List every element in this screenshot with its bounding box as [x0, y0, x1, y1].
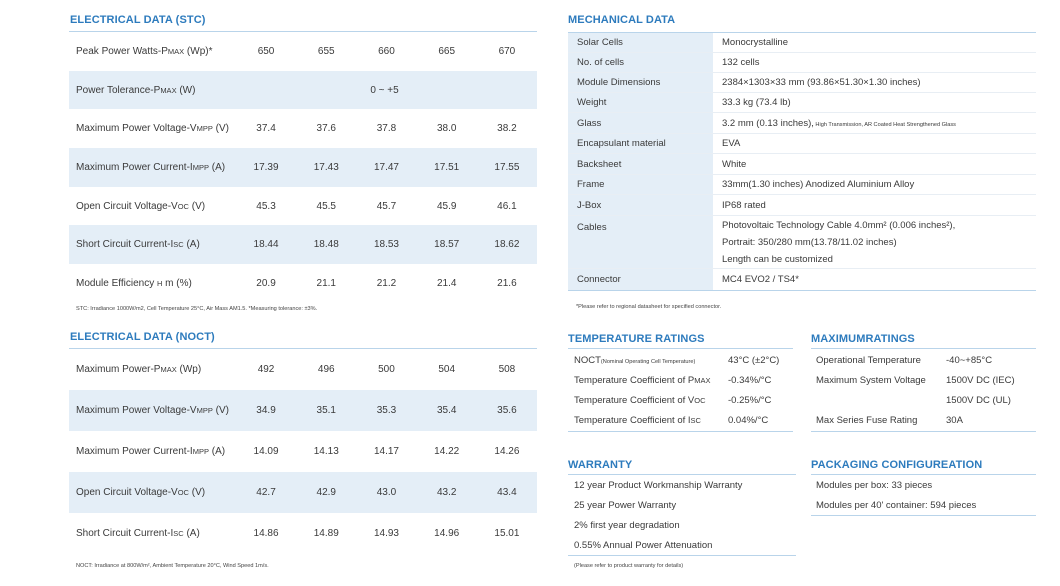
label-text: Maximum Power Voltage-V	[76, 405, 197, 416]
label-subscript: MAX	[160, 365, 177, 374]
mechanical-value-line: 33.3 kg (73.4 lb)	[722, 97, 791, 108]
noct-row-value: 14.17	[373, 446, 399, 457]
label-text: Power Tolerance-P	[76, 84, 161, 96]
stc-row-value: 45.7	[376, 200, 397, 212]
noct-row-value: 35.6	[497, 405, 517, 416]
stc-row-value: 655	[317, 45, 335, 57]
warranty-list	[568, 474, 796, 556]
noct-row-label	[69, 528, 236, 539]
stc-row-label	[69, 278, 236, 289]
mechanical-key: No. of cells	[568, 53, 714, 72]
warranty-footnote: (Please refer to product warranty for details)	[574, 563, 684, 569]
mechanical-key: Backsheet	[568, 154, 714, 174]
noct-row-value: 14.96	[434, 528, 460, 539]
mechanical-value-line: EVA	[722, 138, 741, 149]
temperature-row	[568, 350, 793, 370]
mechanical-row	[568, 175, 1036, 195]
mechanical-row	[568, 113, 1036, 134]
stc-row-value: 665	[438, 45, 456, 57]
label-subscript: SC	[173, 529, 184, 538]
label-subscript: MPP	[196, 124, 213, 134]
stc-row-label	[69, 239, 236, 250]
mechanical-value	[714, 134, 1036, 153]
stc-row-label	[69, 123, 236, 134]
maximum-title: MAXIMUMRATINGS	[811, 333, 915, 345]
warranty-item: 25 year Power Warranty	[574, 499, 677, 511]
maximum-value: 30A	[946, 414, 963, 426]
stc-row-label	[69, 85, 238, 96]
noct-row-value: 496	[317, 364, 335, 375]
label-unit: m (%)	[162, 277, 192, 289]
noct-row	[69, 472, 537, 513]
mechanical-key: Encapsulant material	[568, 134, 714, 153]
label-unit: (V)	[188, 487, 206, 498]
noct-row	[69, 349, 537, 390]
maximum-row	[811, 370, 1036, 390]
mechanical-value-line: Monocrystalline	[722, 37, 788, 48]
stc-row	[69, 187, 537, 226]
stc-row	[69, 32, 537, 71]
mechanical-value	[714, 113, 1036, 133]
mechanical-value	[714, 33, 1036, 52]
label-subscript: OC	[177, 488, 189, 497]
label-text: Maximum Power Current-I	[76, 161, 193, 173]
stc-row-label	[69, 201, 236, 212]
label-text: Peak Power Watts-P	[76, 45, 168, 57]
mechanical-value-line: MC4 EVO2 / TS4*	[722, 274, 799, 285]
stc-row-value: 21.6	[497, 277, 517, 289]
noct-row-value: 14.09	[253, 446, 279, 457]
label-unit: (A)	[208, 446, 226, 457]
warranty-item: 0.55% Annual Power Attenuation	[574, 539, 713, 551]
stc-row-value: 38.0	[436, 123, 457, 135]
noct-title: ELECTRICAL DATA (NOCT)	[70, 331, 215, 343]
label-subscript: OC	[177, 201, 189, 211]
mechanical-value-line: Portrait: 350/280 mm(13.78/11.02 inches)	[722, 236, 897, 248]
maximum-table	[811, 348, 1036, 432]
maximum-key: Operational Temperature	[816, 354, 921, 366]
temperature-row	[568, 410, 793, 430]
stc-footnote: STC: Irradiance 1000W/m2, Cell Temperature 25°C, Air Mass AM1.5. *Measuring tolerance: ±3%.	[76, 306, 318, 312]
label-unit: (A)	[183, 239, 200, 251]
mechanical-value	[714, 93, 1036, 112]
mechanical-row	[568, 134, 1036, 154]
noct-footnote: NOCT: Irradiance at 800W/m², Ambient Temperature 20°C, Wind Speed 1m/s.	[76, 563, 269, 569]
label-text: Open Circuit Voltage-V	[76, 200, 178, 212]
warranty-title: WARRANTY	[568, 459, 633, 471]
mechanical-value	[714, 73, 1036, 92]
mechanical-table	[568, 32, 1036, 291]
temperature-key-sub: MAX	[694, 375, 711, 385]
stc-row-value: 660	[378, 45, 395, 57]
maximum-row	[811, 390, 1036, 410]
noct-row-value: 34.9	[256, 405, 276, 416]
noct-row-value: 43.4	[497, 487, 517, 498]
noct-row-value: 43.2	[436, 487, 457, 498]
stc-row	[69, 71, 537, 110]
stc-row-value: 46.1	[497, 200, 517, 212]
mechanical-row	[568, 33, 1036, 53]
label-subscript: MAX	[167, 46, 185, 56]
temperature-key-text: Temperature Coefficient of P	[574, 374, 695, 386]
stc-row-value: 21.4	[436, 277, 457, 289]
stc-row-value: 18.53	[373, 239, 399, 251]
label-text: Module Efficiency	[76, 277, 157, 289]
noct-table	[69, 348, 537, 554]
maximum-row	[811, 410, 1036, 430]
mechanical-value-line: 33mm(1.30 inches) Anodized Aluminium Alloy	[722, 179, 915, 190]
mechanical-value	[714, 216, 1036, 268]
maximum-value: 1500V DC (IEC)	[946, 374, 1015, 386]
stc-row-value: 17.43	[313, 161, 339, 173]
noct-row-value: 492	[257, 364, 275, 375]
mechanical-row	[568, 73, 1036, 93]
noct-row-value: 508	[498, 364, 516, 375]
stc-row-value: 38.2	[497, 123, 517, 135]
mechanical-key: J-Box	[568, 195, 714, 215]
mechanical-key: Weight	[568, 93, 714, 112]
label-text: Maximum Power-P	[76, 364, 161, 375]
maximum-value: 1500V DC (UL)	[946, 394, 1011, 406]
noct-row-label	[69, 405, 236, 416]
temperature-key-sub: SC	[690, 415, 701, 425]
stc-row-value: 670	[498, 45, 516, 57]
temperature-key-note: (Nominal Operating Cell Temperature)	[600, 358, 696, 365]
packaging-item: Modules per box: 33 pieces	[816, 479, 933, 491]
stc-row-value: 45.3	[256, 200, 276, 212]
stc-row-value: 37.6	[316, 123, 336, 135]
label-text: Open Circuit Voltage-V	[76, 487, 178, 498]
stc-row-value: 18.44	[253, 239, 279, 251]
temperature-value: 0.04%/°C	[728, 414, 769, 426]
mechanical-value-line: 3.2 mm (0.13 inches), High Transmission, AR Coated Heat Strengthened Glass	[722, 117, 956, 129]
label-subscript: MPP	[196, 406, 213, 415]
packaging-item: Modules per 40' container: 594 pieces	[816, 499, 977, 511]
noct-row-value: 35.4	[436, 405, 457, 416]
noct-row-value: 14.26	[494, 446, 520, 457]
stc-row-value: 18.57	[434, 239, 460, 251]
mechanical-value-note: High Transmission, AR Coated Heat Strengthened Glass	[813, 121, 956, 128]
label-subscript: MAX	[160, 85, 177, 95]
stc-row-value: 45.9	[436, 200, 457, 212]
mechanical-value	[714, 269, 1036, 290]
mechanical-key: Frame	[568, 175, 714, 194]
stc-row-value: 20.9	[256, 277, 276, 289]
noct-row-value: 15.01	[494, 528, 520, 539]
stc-row-value: 17.39	[253, 161, 279, 173]
mechanical-value-line: White	[722, 158, 747, 170]
stc-row-value: 37.4	[256, 123, 276, 135]
noct-row-value: 14.22	[434, 446, 460, 457]
maximum-value: -40~+85°C	[946, 354, 993, 366]
noct-row	[69, 390, 537, 431]
mechanical-key: Cables	[568, 216, 714, 268]
mechanical-title: MECHANICAL DATA	[568, 14, 676, 26]
noct-row	[69, 513, 537, 554]
mechanical-value	[714, 154, 1036, 174]
label-text: Short Circuit Current-I	[76, 239, 174, 251]
noct-row-value: 35.1	[316, 405, 336, 416]
temperature-row	[568, 390, 793, 410]
label-text: Maximum Power Voltage-V	[76, 123, 197, 135]
mechanical-row	[568, 53, 1036, 73]
noct-row-value: 35.3	[376, 405, 397, 416]
mechanical-key: Glass	[568, 113, 714, 133]
noct-row-label	[69, 446, 236, 457]
noct-row-value: 504	[438, 364, 456, 375]
label-unit: (V)	[212, 123, 229, 135]
label-text: Short Circuit Current-I	[76, 528, 174, 539]
temperature-key-sub: OC	[694, 395, 706, 405]
label-text: Maximum Power Current-I	[76, 446, 193, 457]
stc-row	[69, 148, 537, 187]
stc-row-value: 21.2	[376, 277, 397, 289]
stc-row-value: 18.62	[494, 239, 520, 251]
maximum-key: Max Series Fuse Rating	[816, 414, 918, 426]
label-unit: (W)	[176, 84, 196, 96]
temperature-value: -0.34%/°C	[728, 374, 772, 386]
mechanical-value	[714, 175, 1036, 194]
temperature-key	[568, 415, 728, 426]
temperature-key	[568, 355, 728, 366]
stc-row-value: 17.55	[494, 161, 520, 173]
stc-row-value: 45.5	[316, 200, 336, 212]
label-unit: (V)	[188, 200, 206, 212]
temperature-key-text: Temperature Coefficient of I	[574, 414, 691, 426]
noct-row-value: 500	[378, 364, 395, 375]
label-unit: (A)	[208, 161, 226, 173]
packaging-title: PACKAGING CONFIGUREATION	[811, 459, 983, 471]
mechanical-value-line: 132 cells	[722, 57, 760, 68]
mechanical-row	[568, 154, 1036, 175]
noct-row-label	[69, 364, 236, 375]
noct-row-value: 42.9	[316, 487, 336, 498]
mechanical-value-line: 2384×1303×33 mm (93.86×51.30×1.30 inches)	[722, 77, 921, 88]
stc-row-label	[69, 162, 236, 173]
label-subscript: SC	[173, 240, 184, 250]
mechanical-key: Module Dimensions	[568, 73, 714, 92]
mechanical-key: Solar Cells	[568, 33, 714, 52]
temperature-row	[568, 370, 793, 390]
temperature-key-text: NOCT	[574, 354, 601, 366]
label-unit: (A)	[183, 528, 200, 539]
mechanical-value-line: IP68 rated	[722, 199, 766, 211]
mechanical-row	[568, 93, 1036, 113]
stc-row-value: 21.1	[316, 277, 336, 289]
label-unit: (Wp)*	[184, 45, 213, 57]
temperature-key-text: Temperature Coefficient of V	[574, 394, 695, 406]
temperature-value: 43°C (±2°C)	[728, 354, 780, 366]
noct-row-value: 43.0	[376, 487, 397, 498]
stc-row	[69, 225, 537, 264]
stc-table	[69, 31, 537, 303]
noct-row-value: 14.89	[313, 528, 339, 539]
warranty-item: 12 year Product Workmanship Warranty	[574, 479, 743, 491]
maximum-row	[811, 350, 1036, 370]
noct-row-value: 42.7	[256, 487, 276, 498]
stc-row-value: 17.47	[373, 161, 399, 173]
noct-row-value: 14.13	[313, 446, 339, 457]
stc-row	[69, 264, 537, 303]
stc-title: ELECTRICAL DATA (STC)	[70, 14, 206, 26]
mechanical-footnote: *Please refer to regional datasheet for specified connector.	[576, 304, 722, 310]
mechanical-value-line: Photovoltaic Technology Cable 4.0mm² (0.006 inches²),	[722, 219, 956, 231]
temperature-table	[568, 348, 793, 432]
stc-row-label	[69, 46, 236, 57]
mechanical-row	[568, 195, 1036, 216]
mechanical-row	[568, 216, 1036, 269]
stc-row	[69, 109, 537, 148]
warranty-item: 2% first year degradation	[574, 519, 680, 531]
mechanical-value	[714, 53, 1036, 72]
maximum-key: Maximum System Voltage	[816, 374, 926, 386]
stc-row-value: 650	[257, 45, 275, 57]
mechanical-row	[568, 269, 1036, 290]
label-unit: (Wp)	[176, 364, 202, 375]
temperature-title: TEMPERATURE RATINGS	[568, 333, 705, 345]
label-subscript: MPP	[192, 447, 209, 456]
noct-row-label	[69, 487, 236, 498]
noct-row-value: 14.86	[253, 528, 279, 539]
stc-row-value: 18.48	[313, 239, 339, 251]
packaging-list	[811, 474, 1036, 516]
stc-row-value: 17.51	[434, 161, 460, 173]
stc-row-value: 0 ~ +5	[370, 84, 399, 96]
noct-row	[69, 431, 537, 472]
temperature-key	[568, 375, 728, 386]
label-unit: (V)	[212, 405, 229, 416]
label-subscript: MPP	[192, 162, 209, 172]
mechanical-value-line: Length can be customized	[722, 253, 833, 265]
temperature-value: -0.25%/°C	[728, 394, 772, 406]
mechanical-value	[714, 195, 1036, 215]
temperature-key	[568, 395, 728, 406]
noct-row-value: 14.93	[373, 528, 399, 539]
label-subscript: Η	[156, 278, 163, 288]
mechanical-key: Connector	[568, 269, 714, 290]
stc-row-value: 37.8	[376, 123, 397, 135]
